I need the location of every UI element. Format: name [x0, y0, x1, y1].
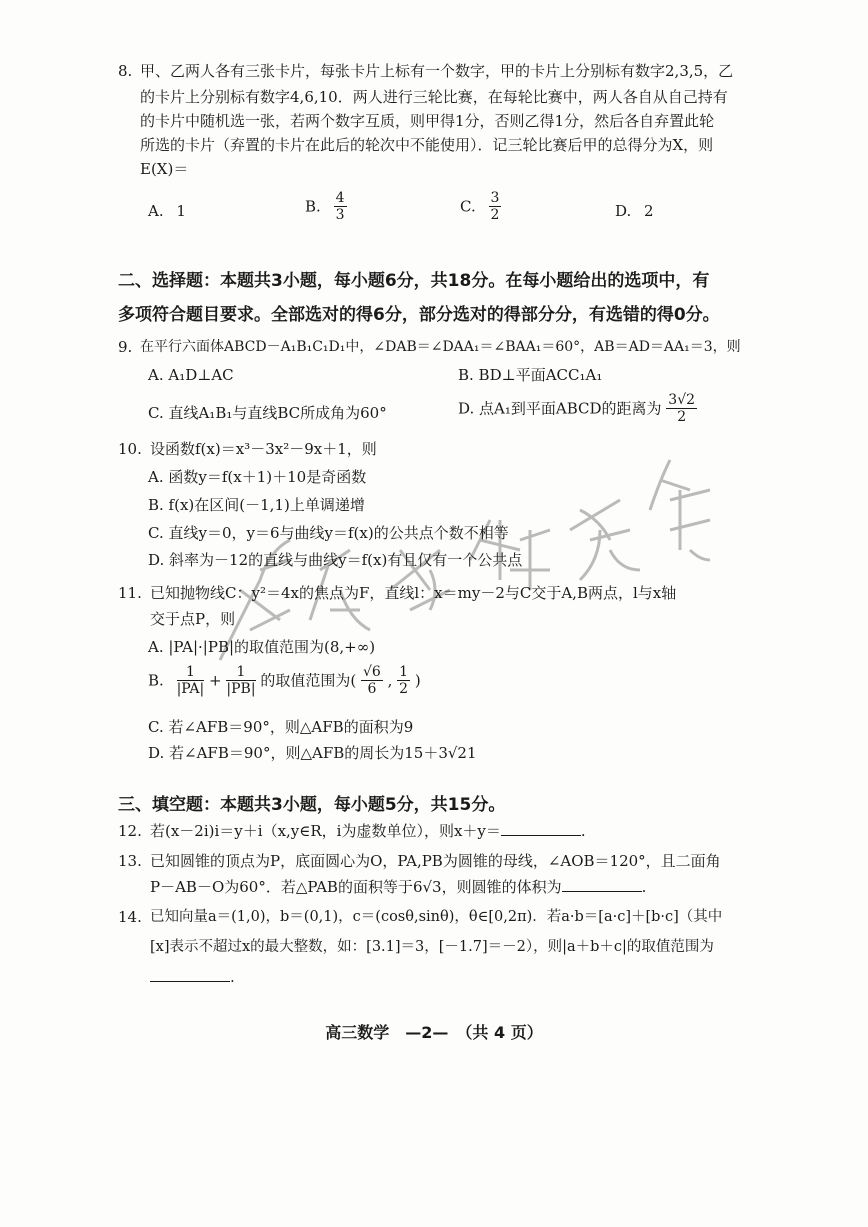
q9-option-d-text: D. 点A₁到平面ABCD的距离为 — [458, 399, 662, 418]
q9-option-d-fraction — [666, 392, 697, 425]
q8-option-d-label: D. — [615, 202, 632, 220]
q8-option-d — [615, 200, 654, 222]
q11-option-b-plus: + — [209, 671, 222, 690]
q8-option-b — [305, 190, 347, 223]
q11-b-f3-numerator: √6 — [362, 664, 381, 680]
q11-b-f1-denominator: |PA| — [176, 681, 205, 697]
q10-option-a: A. 函数y＝f(x＋1)＋10是奇函数 — [148, 468, 367, 486]
q13-number: 13. — [118, 852, 142, 870]
q8-line-4: 所选的卡片（弃置的卡片在此后的轮次中不能使用）．记三轮比赛后甲的总得分为X，则 — [140, 136, 714, 154]
q14-answer-blank[interactable] — [150, 967, 230, 982]
q11-b-f1-numerator: 1 — [177, 664, 205, 681]
q8-line-2: 的卡片上分别标有数字4,6,10．两人进行三轮比赛，在每轮比赛中，两人各自从自己持有 — [140, 88, 728, 106]
q10-option-b: B. f(x)在区间(－1,1)上单调递增 — [148, 496, 365, 514]
q8-option-b-fraction — [334, 190, 347, 223]
q11-option-b-fraction-1 — [177, 664, 205, 697]
q11-b-f3-denominator: 6 — [367, 681, 377, 697]
q13-line-1: 已知圆锥的顶点为P，底面圆心为O，PA,PB为圆锥的母线，∠AOB＝120°，且二面角 — [150, 852, 721, 870]
q12-answer-blank[interactable] — [501, 821, 581, 836]
q11-number: 11. — [118, 584, 142, 602]
q11-option-b-comma: , — [387, 671, 393, 690]
q9-option-c: C. 直线A₁B₁与直线BC所成角为60° — [148, 404, 387, 422]
q13-line-2 — [150, 876, 646, 898]
page-footer: 高三数学 —2— （共 4 页） — [325, 1023, 543, 1042]
q13-text: P－AB－O为60°．若△PAB的面积等于6√3，则圆锥的体积为 — [150, 878, 562, 896]
q8-line-3: 的卡片中随机选一张，若两个数字互质，则甲得1分，否则乙得1分，然后各自弃置此轮 — [140, 112, 715, 130]
q8-line-1: 甲、乙两人各有三张卡片，每张卡片上标有一个数字，甲的卡片上分别标有数字2,3,5，乙 — [140, 62, 734, 80]
q11-option-d: D. 若∠AFB＝90°，则△AFB的周长为15＋3√21 — [148, 744, 477, 762]
q8-option-c-numerator: 3 — [490, 190, 500, 206]
q11-option-b-fraction-4 — [397, 664, 410, 697]
q11-option-b-close: ) — [414, 671, 421, 690]
q8-option-b-denominator: 3 — [335, 207, 345, 223]
q11-option-b-fraction-3 — [361, 664, 383, 697]
q10-option-c: C. 直线y＝0，y＝6与曲线y＝f(x)的公共点个数不相等 — [148, 524, 509, 542]
q14-end: . — [230, 968, 235, 986]
q8-number: 8. — [118, 62, 133, 80]
q11-b-f4-numerator: 1 — [399, 664, 409, 680]
q10-stem: 设函数f(x)＝x³－3x²－9x＋1，则 — [150, 440, 377, 458]
q12-line — [150, 820, 586, 842]
q8-option-b-numerator: 4 — [335, 190, 345, 206]
q13-end: . — [641, 878, 647, 896]
q14-line-2: [x]表示不超过x的最大整数，如：[3.1]＝3，[－1.7]＝－2），则|a＋b＋c|的取值范围为 — [150, 939, 714, 955]
q11-option-c: C. 若∠AFB＝90°，则△AFB的面积为9 — [148, 718, 414, 736]
q11-option-a: A. |PA|·|PB|的取值范围为(8,+∞) — [148, 638, 376, 656]
q14-number: 14. — [118, 908, 142, 926]
q11-b-f4-denominator: 2 — [399, 681, 409, 697]
q8-option-c-fraction — [489, 190, 502, 223]
q9-option-d-denominator: 2 — [677, 409, 687, 425]
section3-heading: 三、填空题：本题共3小题，每小题5分，共15分。 — [118, 795, 506, 815]
q10-option-d: D. 斜率为－12的直线与曲线y＝f(x)有且仅有一个公共点 — [148, 551, 523, 569]
q11-stem-line-2: 交于点P，则 — [150, 610, 236, 628]
q9-number: 9. — [118, 338, 133, 356]
section2-heading-line-1: 二、选择题：本题共3小题，每小题6分，共18分。在每小题给出的选项中，有 — [118, 271, 710, 291]
q8-line-5: E(X)＝ — [140, 160, 189, 178]
q9-option-a: A. A₁D⊥AC — [148, 366, 234, 384]
q8-option-a — [148, 200, 186, 222]
q8-option-a-value: 1 — [176, 202, 186, 220]
q8-option-c-label: C. — [460, 197, 476, 216]
q12-end: . — [580, 822, 586, 840]
q9-option-b: B. BD⊥平面ACC₁A₁ — [458, 366, 603, 384]
q14-line-1: 已知向量a＝(1,0)，b＝(0,1)，c＝(cosθ,sinθ)，θ∈[0,2π)．若a·b＝[a·c]＋[b·c]（其中 — [150, 909, 723, 925]
q11-b-f2-denominator: |PB| — [226, 681, 256, 697]
q8-option-b-label: B. — [305, 197, 321, 216]
q9-option-d-numerator: 3√2 — [668, 392, 696, 408]
q11-option-b-fraction-2 — [226, 664, 255, 697]
q11-option-b-label: B. — [148, 671, 164, 690]
section2-heading-line-2: 多项符合题目要求。全部选对的得6分，部分选对的得部分分，有选错的得0分。 — [118, 305, 720, 325]
q8-option-c-denominator: 2 — [490, 207, 500, 223]
q14-line-3 — [150, 966, 235, 988]
q8-option-a-label: A. — [148, 202, 164, 220]
q8-option-d-value: 2 — [644, 202, 654, 220]
q9-stem: 在平行六面体ABCD－A₁B₁C₁D₁中，∠DAB＝∠DAA₁＝∠BAA₁＝60°，AB＝AD＝AA₁＝3，则 — [140, 339, 741, 355]
q11-option-b-text: 的取值范围为( — [260, 671, 357, 690]
q8-option-c — [460, 190, 501, 223]
q11-stem-line-1: 已知抛物线C：y²＝4x的焦点为F，直线l：x＝my－2与C交于A,B两点，l与x轴 — [150, 584, 677, 602]
q13-answer-blank[interactable] — [562, 877, 642, 892]
q11-option-b — [148, 664, 421, 697]
q12-number: 12. — [118, 822, 142, 840]
q9-option-d — [458, 392, 697, 425]
q11-b-f2-numerator: 1 — [226, 664, 255, 681]
q12-text: 若(x－2i)i＝y＋i（x,y∈R，i为虚数单位），则x＋y＝ — [150, 822, 501, 840]
q10-number: 10. — [118, 440, 142, 458]
